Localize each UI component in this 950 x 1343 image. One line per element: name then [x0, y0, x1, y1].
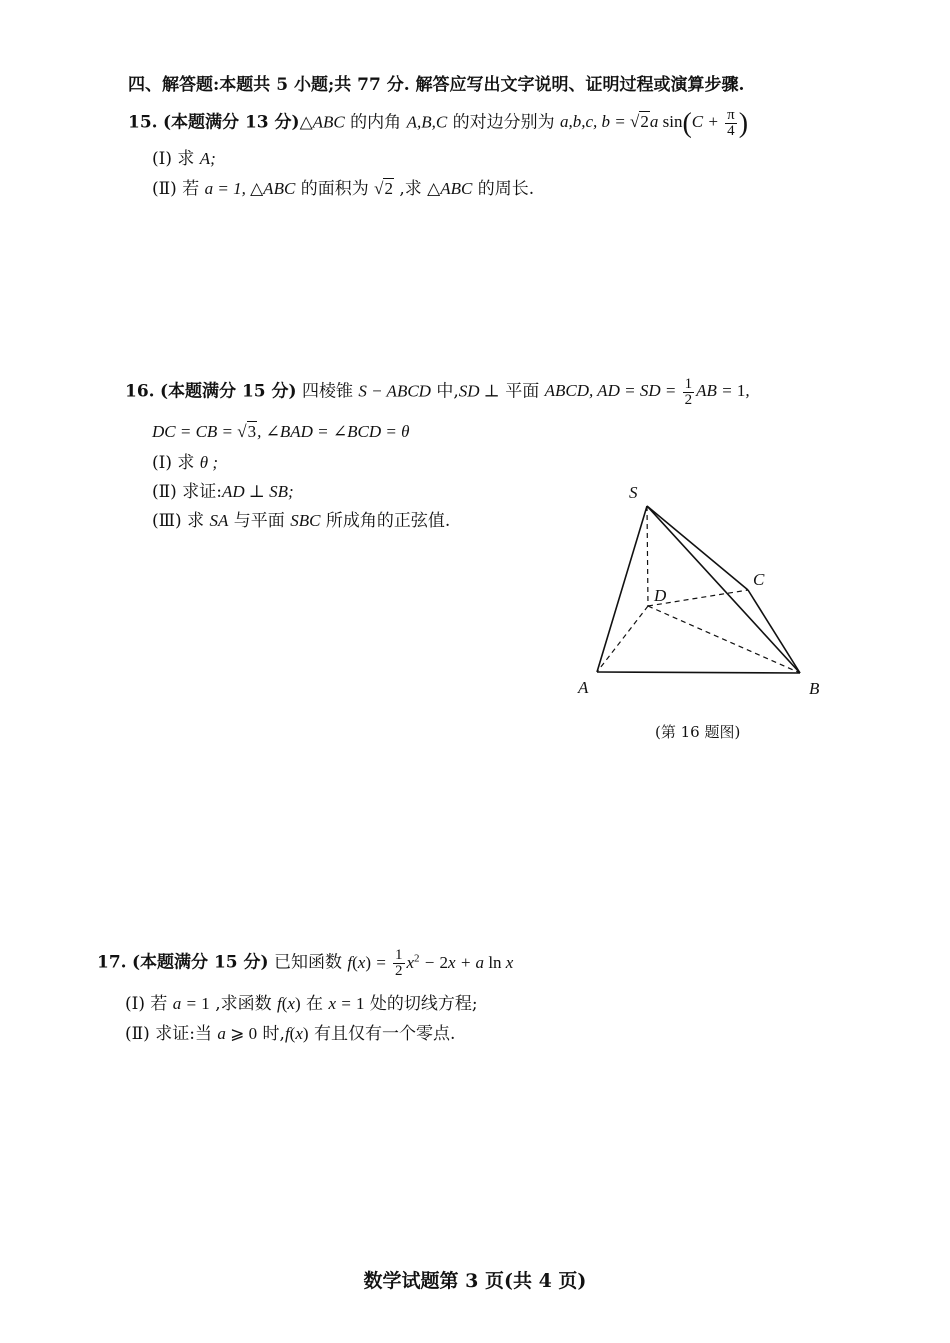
- q16-part2-math: AD ⊥ SB;: [221, 482, 294, 501]
- edge-DB: [648, 606, 800, 673]
- q16-part3-math1: SA: [209, 511, 229, 530]
- q15-stem-text: 的内角: [350, 112, 402, 133]
- q17-part2-text2: 时,: [262, 1024, 285, 1044]
- q17-part2-math2: f(x): [284, 1024, 309, 1043]
- q16-score: (本题满分 15 分): [159, 381, 297, 402]
- q16-part2-text: 求证:: [182, 482, 222, 502]
- q17-stem: [97, 946, 513, 979]
- q15-part2-math2: △ABC: [427, 179, 473, 198]
- label-D: D: [654, 586, 667, 605]
- q16-part2-label: (Ⅱ): [152, 482, 177, 502]
- q15-score: (本题满分 13 分): [162, 112, 300, 133]
- label-C: C: [753, 570, 765, 589]
- q15-part1-label: (Ⅰ): [152, 149, 172, 169]
- q16-part3-label: (Ⅲ): [152, 511, 182, 531]
- edge-CB: [748, 590, 800, 673]
- q17-part2-math1: a ⩾ 0: [217, 1024, 258, 1043]
- section-header: 四、解答题:本题共 5 小题;共 77 分. 解答应写出文字说明、证明过程或演算步骤.: [128, 75, 745, 95]
- q16-equation1: ABCD, AD = SD = $\frac{1}{2}$ AB = 1,: [544, 376, 750, 408]
- q15-part2-text3: ,求: [399, 179, 422, 199]
- q15-part2-text2: 的面积为: [300, 179, 369, 199]
- q17-score: (本题满分 15 分): [131, 952, 269, 973]
- q15-stem: [128, 108, 748, 139]
- q17-part2-text3: 有且仅有一个零点.: [313, 1024, 456, 1044]
- q15-equation: a,b,c, b = √2a sin(C + $\frac{\pi}{4}$ ): [560, 107, 749, 140]
- q16-stem-text1: 四棱锥: [301, 381, 353, 402]
- q17-part1-text1: 若: [150, 994, 168, 1014]
- q16-part3-math2: SBC: [290, 511, 321, 530]
- q16-figure-caption: (第 16 题图): [655, 723, 741, 741]
- q15-number: 15.: [128, 112, 158, 133]
- label-A: A: [578, 678, 589, 697]
- q17-part1-math2: f(x): [277, 994, 301, 1013]
- q15-triangle: △ABC: [299, 112, 345, 132]
- q17-part1-text2: ,求函数: [215, 994, 272, 1014]
- q15-part1: [152, 147, 216, 171]
- q17-stem-text: 已知函数: [273, 952, 342, 973]
- q17-part1-label: (Ⅰ): [125, 994, 145, 1014]
- q15-stem-text2: 的对边分别为: [452, 112, 555, 133]
- edge-AB: [597, 672, 800, 673]
- edge-SB: [647, 506, 800, 673]
- q15-part2: [152, 177, 534, 201]
- q15-part2-math1: a = 1, △ABC: [204, 179, 296, 198]
- edge-SA: [597, 506, 647, 672]
- q17-number: 17.: [97, 952, 127, 973]
- q16-part3-text1: 求: [187, 511, 205, 531]
- edge-DA: [597, 606, 648, 672]
- q16-pyramid-figure: [560, 475, 850, 705]
- q15-part2-text4: 的周长.: [477, 179, 535, 199]
- q16-equation2: DC = CB = √3, ∠BAD = ∠BCD = θ: [152, 422, 410, 441]
- q16-stem: [125, 377, 750, 408]
- q15-part2-text1: 若: [182, 179, 200, 199]
- q16-part3-text2: 与平面: [233, 511, 285, 531]
- q15-part1-math: A;: [199, 149, 216, 168]
- q16-part3: [152, 509, 450, 533]
- q16-part1-label: (Ⅰ): [152, 453, 172, 473]
- q16-part1-text: 求: [177, 453, 195, 473]
- q16-part1-math: θ ;: [199, 453, 219, 472]
- edge-SD: [647, 506, 648, 606]
- q16-part2: [152, 480, 294, 504]
- q17-part2-text1: 求证:当: [155, 1024, 212, 1044]
- q16-stem-text3: 平面: [505, 381, 540, 402]
- label-S: S: [629, 483, 638, 502]
- q15-part2-sqrt: √2: [374, 179, 393, 198]
- edge-SC: [647, 506, 748, 590]
- q16-stem-text2: 中,: [436, 381, 459, 402]
- q16-perp: SD ⊥: [458, 381, 500, 401]
- q16-number: 16.: [125, 381, 155, 402]
- q17-part2-label: (Ⅱ): [125, 1024, 150, 1044]
- q17-part1: [125, 992, 478, 1016]
- label-B: B: [809, 679, 820, 698]
- q17-function: f(x) = $\frac{1}{2}$ $x^2 - 2x + a$ ln x: [347, 947, 514, 980]
- q16-part1: [152, 451, 218, 475]
- page-footer: 数学试题第 3 页(共 4 页): [363, 1270, 587, 1292]
- q16-part3-text3: 所成角的正弦值.: [325, 511, 451, 531]
- q16-pyramid: S − ABCD: [358, 381, 431, 401]
- q15-part1-text: 求: [177, 149, 195, 169]
- q16-stem-line2: [152, 420, 409, 444]
- q15-part2-label: (Ⅱ): [152, 179, 177, 199]
- q15-angles: A,B,C: [406, 112, 448, 132]
- q17-part1-math3: x = 1: [328, 994, 365, 1013]
- q17-part1-math1: a = 1: [172, 994, 210, 1013]
- q17-part2: [125, 1022, 455, 1046]
- q17-part1-text4: 处的切线方程;: [369, 994, 478, 1014]
- q17-part1-text3: 在: [306, 994, 324, 1014]
